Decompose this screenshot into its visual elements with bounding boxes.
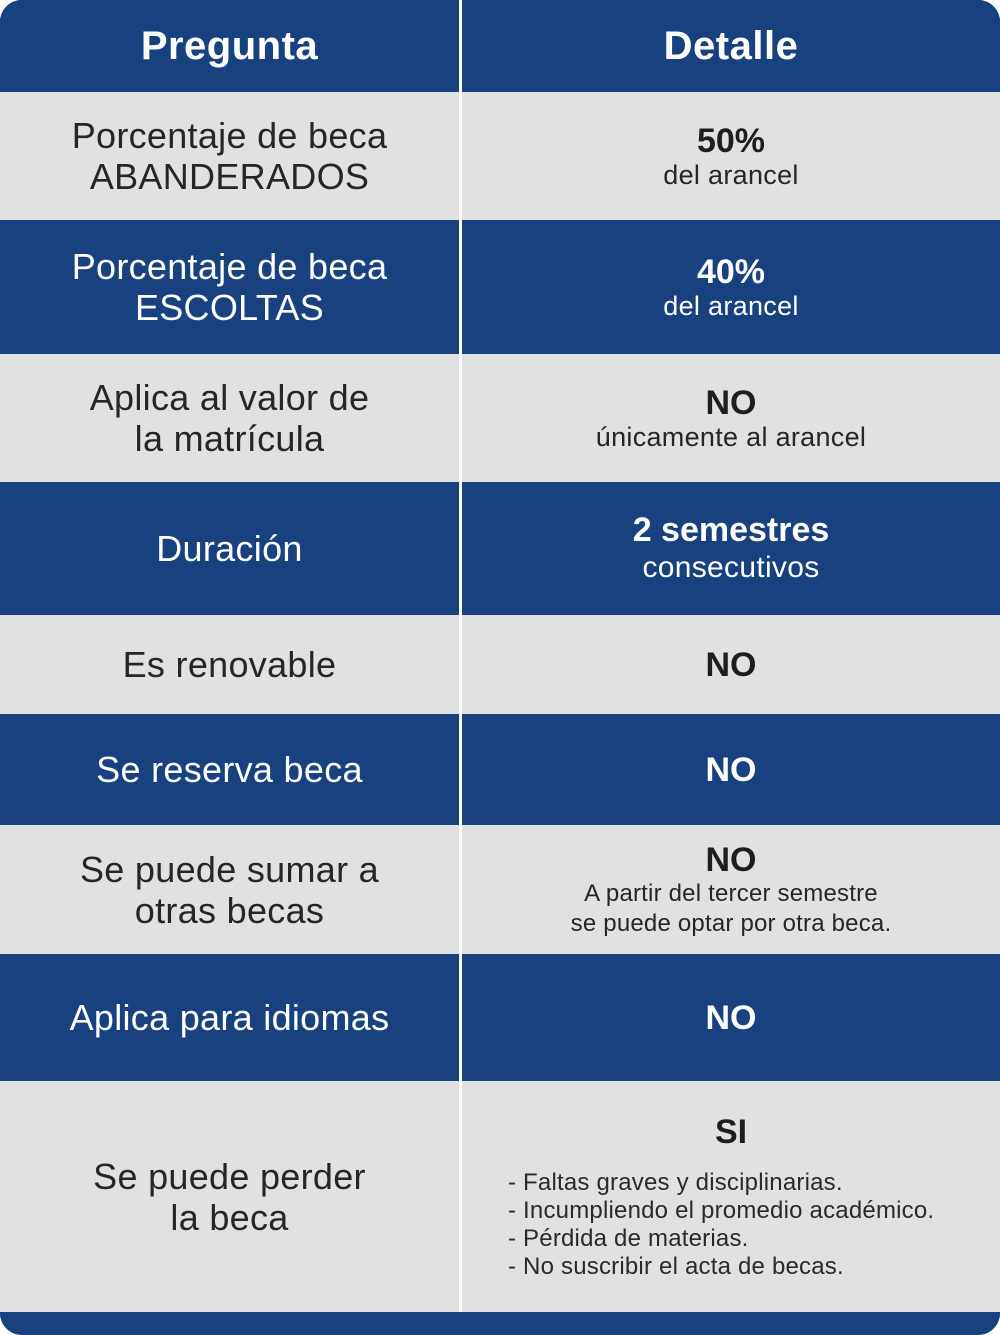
detail-main: 2 semestres [632,510,830,549]
table-row [0,220,1000,354]
question-line: Se reserva beca [96,749,363,790]
list-item: - Faltas graves y disciplinarias. [508,1168,843,1196]
detail-sub: se puede optar por otra beca. [570,909,892,937]
question-line: otras becas [134,889,325,931]
table-row [0,954,1000,1081]
question-line: Porcentaje de beca [71,115,388,156]
detail-sub: consecutivos [642,550,820,584]
question-line: la matrícula [134,418,325,459]
question-line: Se puede perder [93,1155,366,1197]
question-line: Es renovable [122,644,337,685]
list-item: - Pérdida de materias. [508,1224,749,1252]
detail-main: NO [705,645,757,684]
table-row [0,482,1000,615]
question-cell [0,615,459,714]
detail-cell [462,954,1000,1081]
detail-sub: A partir del tercer semestre [584,879,878,907]
table-footer-bar [0,1312,1000,1335]
detail-cell [462,354,1000,482]
question-line: Se puede sumar a [80,848,379,890]
detail-main: 40% [696,253,766,291]
question-line: Porcentaje de beca [71,246,388,287]
detail-sub: del arancel [663,160,799,190]
question-cell [0,354,459,482]
question-line: Duración [156,528,303,569]
detail-main: SI [714,1112,748,1151]
detail-cell [462,714,1000,825]
detail-cell [462,92,1000,220]
detail-cell [462,482,1000,615]
table-row [0,714,1000,825]
question-line: Aplica al valor de [89,377,370,418]
detail-main: NO [705,840,757,879]
question-cell [0,714,459,825]
question-cell [0,825,459,954]
detail-main: 50% [696,122,766,160]
list-item: - Incumpliendo el promedio académico. [508,1196,935,1224]
question-line: Aplica para idiomas [69,997,390,1038]
table-row [0,354,1000,482]
table-row [0,615,1000,714]
question-cell [0,220,459,354]
question-cell [0,954,459,1081]
list-item: - No suscribir el acta de becas. [508,1252,844,1280]
detail-main: NO [705,384,757,422]
table-row [0,92,1000,220]
loss-reasons-list [462,1169,1000,1281]
detail-cell [462,1081,1000,1312]
question-cell [0,1081,459,1312]
question-line: la beca [170,1196,289,1238]
table-row [0,1081,1000,1312]
detail-main: NO [705,998,757,1037]
header-detalle: Detalle [462,0,1000,92]
detail-cell [462,220,1000,354]
header-pregunta: Pregunta [0,0,459,92]
question-line: ESCOLTAS [134,287,325,328]
question-cell [0,482,459,615]
table-header [0,0,1000,92]
detail-cell [462,825,1000,954]
question-cell [0,92,459,220]
table-row [0,825,1000,954]
question-line: ABANDERADOS [89,156,370,197]
detail-sub: únicamente al arancel [595,422,867,452]
detail-sub: del arancel [663,291,799,321]
detail-cell [462,615,1000,714]
detail-main: NO [705,750,757,789]
